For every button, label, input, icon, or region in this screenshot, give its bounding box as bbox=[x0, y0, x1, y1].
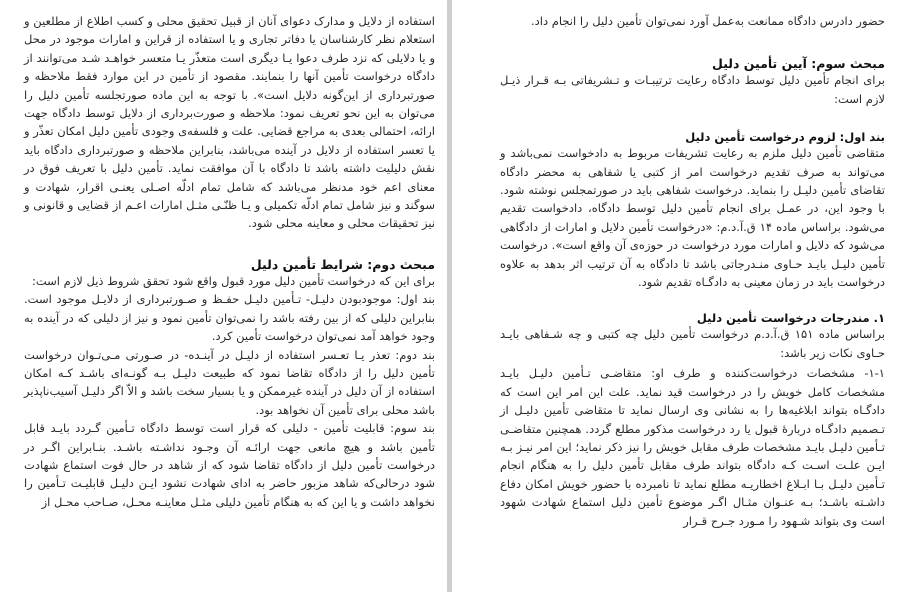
paragraph: متقاضی تأمین دلیل ملزم به رعایت تشریفات مربوط به دادخواست نمی‌باشد و می‌تواند به صرف تقدیم درخواست امر از کتبی یا شفاهی به محضر دادگاه تقاضای تأمین دلیـل را بنماید. درخواست شفاهی باید در صورتمجلس نوشته شود. با وجود این، در عمـل برای انجام تأمین دلیل توسط دادگاه، دادخواست تقدیم می‌شود. براساس ماده ۱۴ ق.آ.د.م: «درخواست تأمین دلایل و امارات از دادگاهی می‌شود که دلایل و امارات مورد درخواست در حوزه‌ی آن واقع است». درخواست تأمین دلیـل بایـد حـاوی منـدرجاتی باشد تا دادگاه به آن ترتیب اثر بدهد به علاوه درخواست باید در زمان معینی به دادگـاه تقدیم شود. bbox=[500, 146, 886, 290]
paragraph-continued: حضور دادرس دادگاه ممانعت به‌عمل آورد نمی‌توان تأمین دلیل را انجام داد. bbox=[530, 14, 885, 28]
paragraph: برای این که درخواست تأمین دلیل مورد قبول واقع شود تحقق شروط ذیل لازم است: bbox=[31, 273, 435, 288]
heading-section-3: مبحث سوم: آیین تأمین دلیل bbox=[712, 56, 885, 72]
paragraph: ۱-۱- مشخصات درخواست‌کننده و طرف او: متقاضـی تـأمین دلیـل بایـد مشخصات کامل خویش را در درخواست قید نماید. علت این امر این است که دادگـاه بتواند ابلاغیه‌ها را به نشانی وی ارسال نماید تا متقاضی تأمین دلیـل از تـصمیم دادگـاه دربارهٔ قبول یا رد درخواست مذکور مطلع گردد. همچنین متقاضـی تـأمین دلیـل بایـد مشخصات طرف مقابل خویش را نیز ذکر نماید؛ این امر نیـز بـه ایـن علـت اسـت کـه دادگاه بتواند طرف مقابل تأمین دلیل را به هنگام انجام تـأمین دلیـل بـا ابـلاغ اخطاریـه مطلع نماید تا نامبرده با حضور خویش امکان دفاع داشـته باشـد؛ بـه عنـوان مثـال اگـر موضوع تأمین دلیل استماع شهادت شهود است وی بتواند شـهود را مـورد جـرح قـرار bbox=[500, 366, 885, 528]
heading-section-2: مبحث دوم: شرایط تأمین دلیل bbox=[250, 256, 435, 272]
right-page bbox=[452, 0, 907, 592]
paragraph-intro: استفاده از دلایل و مدارک دعوای آنان از قبیل تحقیق محلی و کسب اطلاع از مطلعین و استعلام نظر کارشناسان یا دفاتر تجاری و یا استفاده از قراین و امارات موجود در محل و یا دلایلی که نزد طرف دعوا یـا دیگری است متعذّر یـا متعسر خواهـد شـد می‌توانند از دادگاه درخواست تأمین آنها را بنمایند. مقصود از تأمین در این موارد فقط ملاحظه و صورتبرداری از این‌گونه دلایل است». با توجه به این ماده صورتجلسه تأمین دلیل را می‌توان به این نحو تعریف نمود: ملاحظه و صورت‌برداری از دلایل توسط دادگاه جهت ارائه، احتمالی بعدی به مراجع قضایی. علت و فلسفه‌ی وجودی تأمین دلیل امکان تعذّر و یا تعسر استفاده از دلایل در آینده می‌باشد، بنابراین ملاحظه و صورتبرداری دادگاه باید نقش دلیلیت داشته باشد تا دادگاه با آن موافقت نماید. تأمین دلیل با تعریف فوق در معنای اعم خود مدنظر می‌باشد که شامل تمام ادلّه اصـلی یعنـی اقرار، شهادت و سوگند و نیز شامل تمام ادلّه تکمیلی و یـا ظنّـی مثـل امارات اعـم از قضایی و قانونی و نیز تحقیقات محلی و معاینه محلی شود. bbox=[24, 14, 435, 231]
paragraph-part-3: بند سوم: قابلیت تأمین - دلیلی که قرار است توسط دادگاه تـأمین گـردد بایـد قابل تأمین باشد و هیچ مانعی جهت ارائـه آن وجـود نداشـته باشـد. بنـابراین اگـر در درخواست تأمین دلیل از دادگاه تقاضا شود که از شاهد در حال فوت استماع شهادت شود درحالی‌که شاهد مزبور حاضر به ادای شهادت نشود ایـن دلیـل قابلیـت تـأمین را نخواهد داشت و یا این که به هنگام تأمین دلیلی مثـل معاینـه محـل، صـاحب محـل از bbox=[24, 421, 435, 509]
left-page bbox=[0, 0, 447, 592]
paragraph: برای انجام تأمین دلیل توسط دادگاه رعایت ترتیبـات و تـشریفاتی بـه قـرار ذیـل لازم است: bbox=[500, 73, 885, 106]
heading-part-1: بند اول: لزوم درخواست تأمین دلیل bbox=[685, 130, 885, 145]
heading-item-1: ۱. مندرجات درخواست تأمین دلیل bbox=[696, 311, 885, 326]
paragraph-part-2: بند دوم: تعذر یـا تعـسر استفاده از دلیـل در آینـده- در صـورتی مـی‌تـوان درخواست تأمین دلیل را از دادگاه تقاضا نمود که طبیعت دلیـل بـه گونـه‌ای باشـد کـه امکان استفاده از آن دلیل در آینده غیرممکن و یا بسیار سخت باشد و الاّ اگر دلیـل آسیب‌ناپذیر باشد محلی برای تأمین آن نخواهد بود. bbox=[24, 347, 435, 417]
paragraph-part-1: بند اول: موجودبودن دلیـل- تـأمین دلیـل حفـظ و صـورتبرداری از دلایـل موجود است. بنابراین دلیلی که از بین رفته باشد را نمی‌توان تأمین نمود و نیز از دلیلی که در آینده به وجود خواهد آمد نمی‌توان درخواست تأمین کرد. bbox=[24, 292, 435, 344]
paragraph: براساس ماده ۱۵۱ ق.آ.د.م درخواست تأمین دلیل چه کتبی و چه شـفاهی بایـد حـاوی نکات زیر باشد: bbox=[500, 327, 885, 360]
